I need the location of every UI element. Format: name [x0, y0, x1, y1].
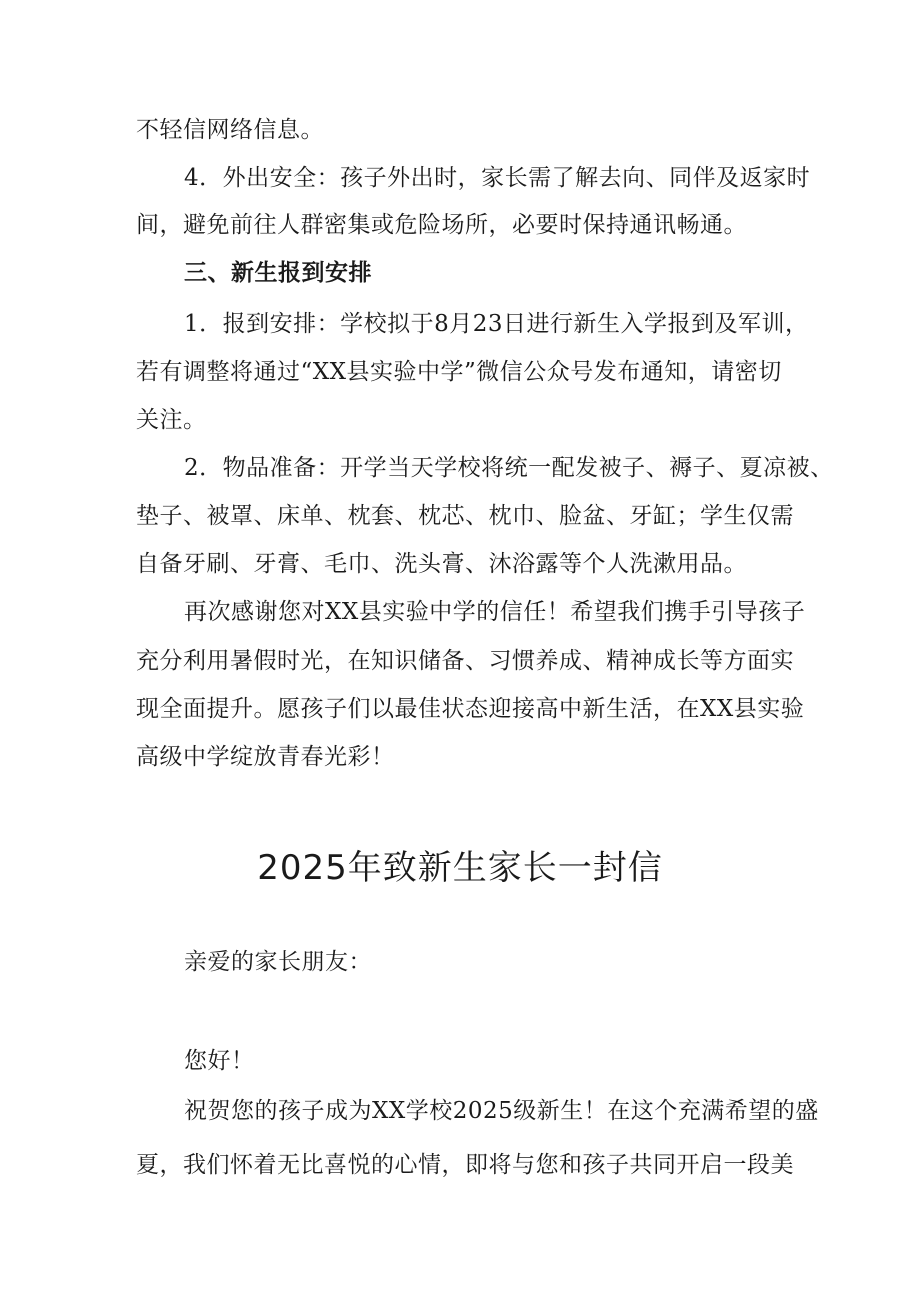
paragraph-line: 祝贺您的孩子成为XX学校2025级新生！在这个充满希望的盛 [184, 1098, 819, 1124]
paragraph-line: 不轻信网络信息。 [136, 117, 324, 143]
paragraph-line: 关注。 [136, 407, 207, 433]
paragraph-line: 1．报到安排：学校拟于8月23日进行新生入学报到及军训， [184, 311, 809, 337]
paragraph-line: 夏，我们怀着无比喜悦的心情，即将与您和孩子共同开启一段美 [136, 1152, 794, 1178]
paragraph-line: 高级中学绽放青春光彩！ [136, 744, 395, 770]
greeting: 您好！ [184, 1048, 255, 1074]
salutation: 亲爱的家长朋友： [184, 949, 372, 975]
paragraph-line: 间，避免前往人群密集或危险场所，必要时保持通讯畅通。 [136, 212, 747, 238]
paragraph-line: 再次感谢您对XX县实验中学的信任！希望我们携手引导孩子 [184, 599, 806, 625]
paragraph-line: 自备牙刷、牙膏、毛巾、洗头膏、沐浴露等个人洗漱用品。 [136, 551, 747, 577]
letter-title: 2025年致新生家长一封信 [257, 848, 663, 888]
paragraph-line: 若有调整将通过“XX县实验中学”微信公众号发布通知，请密切 [136, 359, 782, 385]
paragraph-line: 4．外出安全：孩子外出时，家长需了解去向、同伴及返家时 [184, 165, 811, 191]
paragraph-line: 现全面提升。愿孩子们以最佳状态迎接高中新生活，在XX县实验 [136, 696, 805, 722]
paragraph-line: 2．物品准备：开学当天学校将统一配发被子、褥子、夏凉被、 [184, 455, 834, 481]
paragraph-line: 垫子、被罩、床单、枕套、枕芯、枕巾、脸盆、牙缸；学生仅需 [136, 503, 794, 529]
paragraph-line: 充分利用暑假时光，在知识储备、习惯养成、精神成长等方面实 [136, 648, 794, 674]
section-heading: 三、新生报到安排 [184, 259, 372, 286]
